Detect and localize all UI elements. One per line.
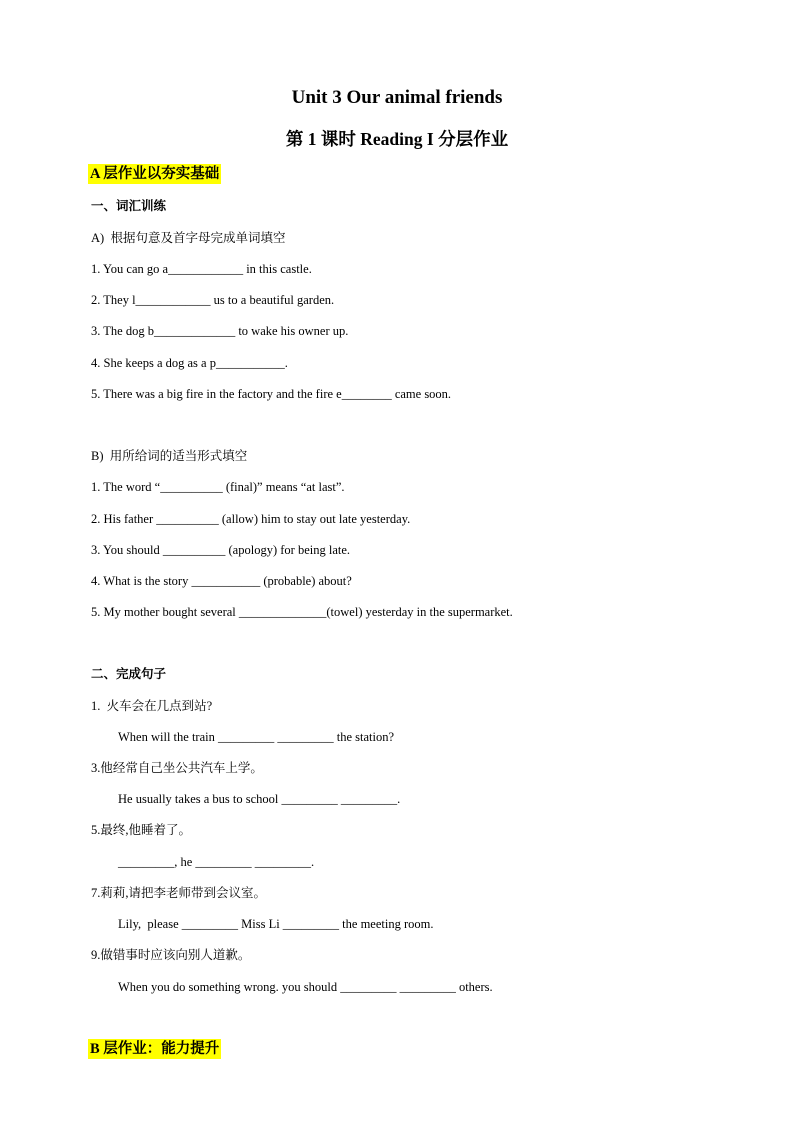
part-b-item-4: 4. What is the story ___________ (probable) about? (91, 574, 352, 588)
sentence-en-5: _________, he _________ _________. (118, 855, 315, 869)
vocab-heading: 一、词汇训练 (91, 199, 167, 213)
part-b-item-5: 5. My mother bought several ______________(towel) yesterday in the supermarket. (91, 605, 513, 619)
sentence-cn-3: 3.他经常自己坐公共汽车上学。 (91, 761, 263, 775)
section-b-heading: B 层作业：能力提升 (90, 1041, 220, 1057)
sentence-cn-1: 1. 火车会在几点到站? (91, 699, 213, 713)
part-a-instruction: A) 根据句意及首字母完成单词填空 (91, 231, 286, 245)
sentence-cn-7: 7.莉莉,请把李老师带到会议室。 (91, 886, 267, 900)
page-subtitle: 第 1 课时 Reading I 分层作业 (285, 129, 509, 149)
sentence-en-7: Lily, please _________ Miss Li _________ the meeting room. (118, 917, 434, 931)
sentence-cn-5: 5.最终,他睡着了。 (91, 823, 192, 837)
part-a-item-3: 3. The dog b_____________ to wake his owner up. (91, 324, 349, 338)
sentence-en-3: He usually takes a bus to school _________ _________. (118, 792, 401, 806)
sentence-en-1: When will the train _________ _________ the station? (118, 730, 394, 744)
part-a-item-5: 5. There was a big fire in the factory and the fire e________ came soon. (91, 387, 452, 401)
part-b-instruction: B) 用所给词的适当形式填空 (91, 449, 248, 463)
sentence-en-9: When you do something wrong. you should _________ _________ others. (118, 980, 493, 994)
part-b-item-1: 1. The word “__________ (final)” means “at last”. (91, 480, 345, 494)
part-a-item-2: 2. They l____________ us to a beautiful garden. (91, 293, 335, 307)
sentences-heading: 二、完成句子 (91, 667, 167, 681)
section-a-heading: A 层作业以夯实基础 (90, 166, 220, 182)
part-b-item-2: 2. His father __________ (allow) him to stay out late yesterday. (91, 512, 411, 526)
page-title: Unit 3 Our animal friends (291, 87, 503, 108)
part-a-item-4: 4. She keeps a dog as a p___________. (91, 356, 288, 370)
part-b-item-3: 3. You should __________ (apology) for being late. (91, 543, 351, 557)
sentence-cn-9: 9.做错事时应该向别人道歉。 (91, 948, 251, 962)
part-a-item-1: 1. You can go a____________ in this castle. (91, 262, 312, 276)
